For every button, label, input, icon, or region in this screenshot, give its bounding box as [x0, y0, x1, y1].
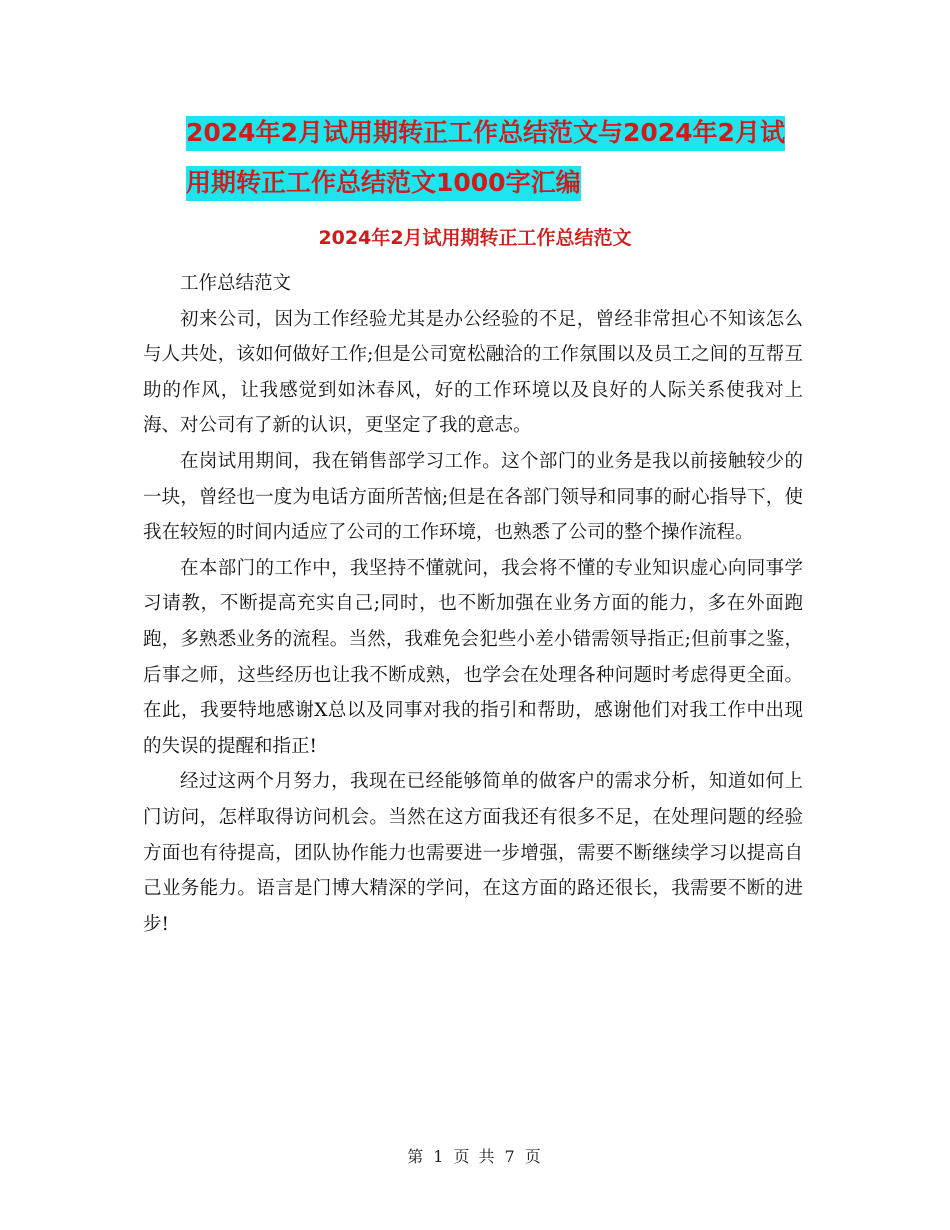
title-highlight-1: 2024年2月试用期转正工作总结范文与2024年2月试 — [186, 116, 785, 151]
footer-total-pages: 7 — [504, 1147, 517, 1166]
footer-suffix: 页 — [524, 1147, 543, 1166]
document-title — [186, 108, 826, 208]
footer-page-number: 1 — [433, 1147, 446, 1166]
page-footer — [0, 1144, 950, 1167]
paragraph-2: 初来公司，因为工作经验尤其是办公经验的不足，曾经非常担心不知该怎么与人共处，该如何做好工作;但是公司宽松融洽的工作氛围以及员工之间的互帮互助的作风，让我感觉到如沐春风，好的工作环境以及良好的人际关系使我对上海、对公司有了新的认识，更坚定了我的意志。 — [143, 308, 803, 437]
paragraph-4: 在本部门的工作中，我坚持不懂就问，我会将不懂的专业知识虚心向同事学习请教，不断提高充实自己;同时，也不断加强在业务方面的能力，多在外面跑跑，多熟悉业务的流程。当然，我难免会犯些小差小错需领导指正;但前事之鉴，后事之师，这些经历也让我不断成熟，也学会在处理各种问题时考虑得更全面。在此，我要特地感谢X总以及同事对我的指引和帮助，感谢他们对我工作中出现的失误的提醒和指正! — [143, 557, 803, 757]
title-line-1 — [186, 108, 826, 158]
title-highlight-2: 用期转正工作总结范文1000字汇编 — [186, 166, 581, 201]
document-body — [143, 266, 803, 942]
footer-prefix: 第 — [407, 1147, 426, 1166]
footer-middle: 页 共 — [453, 1147, 497, 1166]
paragraph-3: 在岗试用期间，我在销售部学习工作。这个部门的业务是我以前接触较少的一块，曾经也一度为电话方面所苦恼;但是在各部门领导和同事的耐心指导下，使我在较短的时间内适应了公司的工作环境，也熟悉了公司的整个操作流程。 — [143, 450, 803, 544]
title-line-2 — [186, 158, 826, 208]
paragraph-5: 经过这两个月努力，我现在已经能够简单的做客户的需求分析，知道如何上门访问，怎样取得访问机会。当然在这方面我还有很多不足，在处理问题的经验方面也有待提高，团队协作能力也需要进一步增强，需要不断继续学习以提高自己业务能力。语言是门博大精深的学问，在这方面的路还很长，我需要不断的进步! — [143, 771, 803, 935]
paragraph-1: 工作总结范文 — [180, 273, 292, 294]
section-heading: 2024年2月试用期转正工作总结范文 — [318, 227, 632, 249]
